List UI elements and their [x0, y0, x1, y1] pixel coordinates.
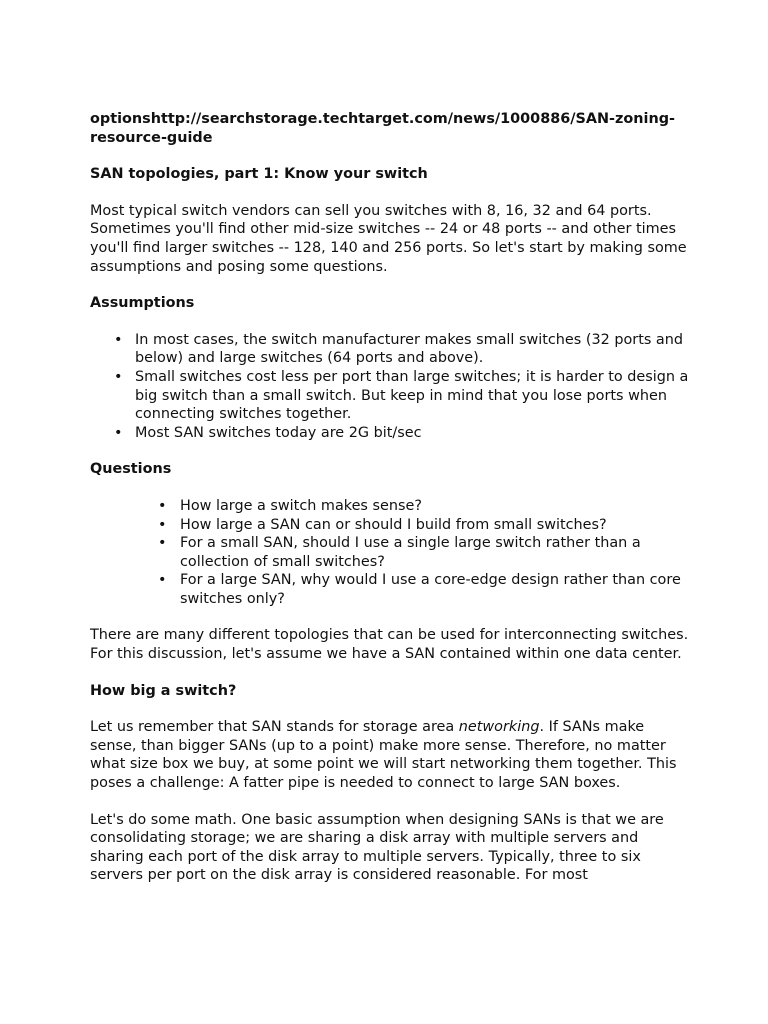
list-item: • For a small SAN, should I use a single large switch rather than a collection of small switches?	[90, 534, 690, 571]
topologies-paragraph: There are many different topologies that can be used for interconnecting switches. For this discussion, let's assume we have a SAN contained within one data center.	[90, 627, 689, 663]
how-big-text-end: . If SANs make sense, than bigger SANs (up to a point) make more sense. Therefore, no matter what size box we buy, at some point we will start networking them together. This poses a challenge: A fatter pipe is needed to connect to large SAN boxes.	[90, 719, 677, 792]
how-big-heading: How big a switch?	[90, 682, 237, 699]
list-item: • For a large SAN, why would I use a core-edge design rather than core switches only?	[90, 571, 690, 608]
intro-paragraph: Most typical switch vendors can sell you switches with 8, 16, 32 and 64 ports. Sometimes you'll find other mid-size switches -- 24 or 48 ports -- and other times you'll find larger switches -- 128, 140 and 256 ports. So let's start by making some assumptions and posing some questions.	[90, 202, 687, 275]
emphasis-networking: networking	[458, 719, 540, 736]
assumptions-list	[90, 331, 690, 443]
assumptions-heading: Assumptions	[90, 295, 195, 312]
list-item: • Small switches cost less per port than large switches; it is harder to design a big switch than a small switch. But keep in mind that you lose ports when connecting switches together.	[90, 368, 690, 424]
source-url: optionshttp://searchstorage.techtarget.com/news/1000886/SAN-zoning-resource-guide	[90, 111, 675, 146]
how-big-text-start: Let us remember that SAN stands for storage area	[90, 719, 459, 736]
list-item: • Most SAN switches today are 2G bit/sec	[90, 424, 690, 443]
list-item: • In most cases, the switch manufacturer makes small switches (32 ports and below) and large switches (64 ports and above).	[90, 331, 690, 368]
document-page	[90, 110, 690, 903]
list-item: • How large a switch makes sense?	[90, 497, 690, 516]
article-title: SAN topologies, part 1: Know your switch	[90, 166, 428, 183]
questions-heading: Questions	[90, 461, 172, 478]
questions-list	[90, 497, 690, 609]
how-big-paragraph	[90, 718, 690, 792]
list-item: • How large a SAN can or should I build from small switches?	[90, 516, 690, 535]
math-paragraph: Let's do some math. One basic assumption when designing SANs is that we are consolidating storage; we are sharing a disk array with multiple servers and sharing each port of the disk array to multiple servers. Typically, three to six servers per port on the disk array is considered reasonable. For most	[90, 811, 664, 884]
